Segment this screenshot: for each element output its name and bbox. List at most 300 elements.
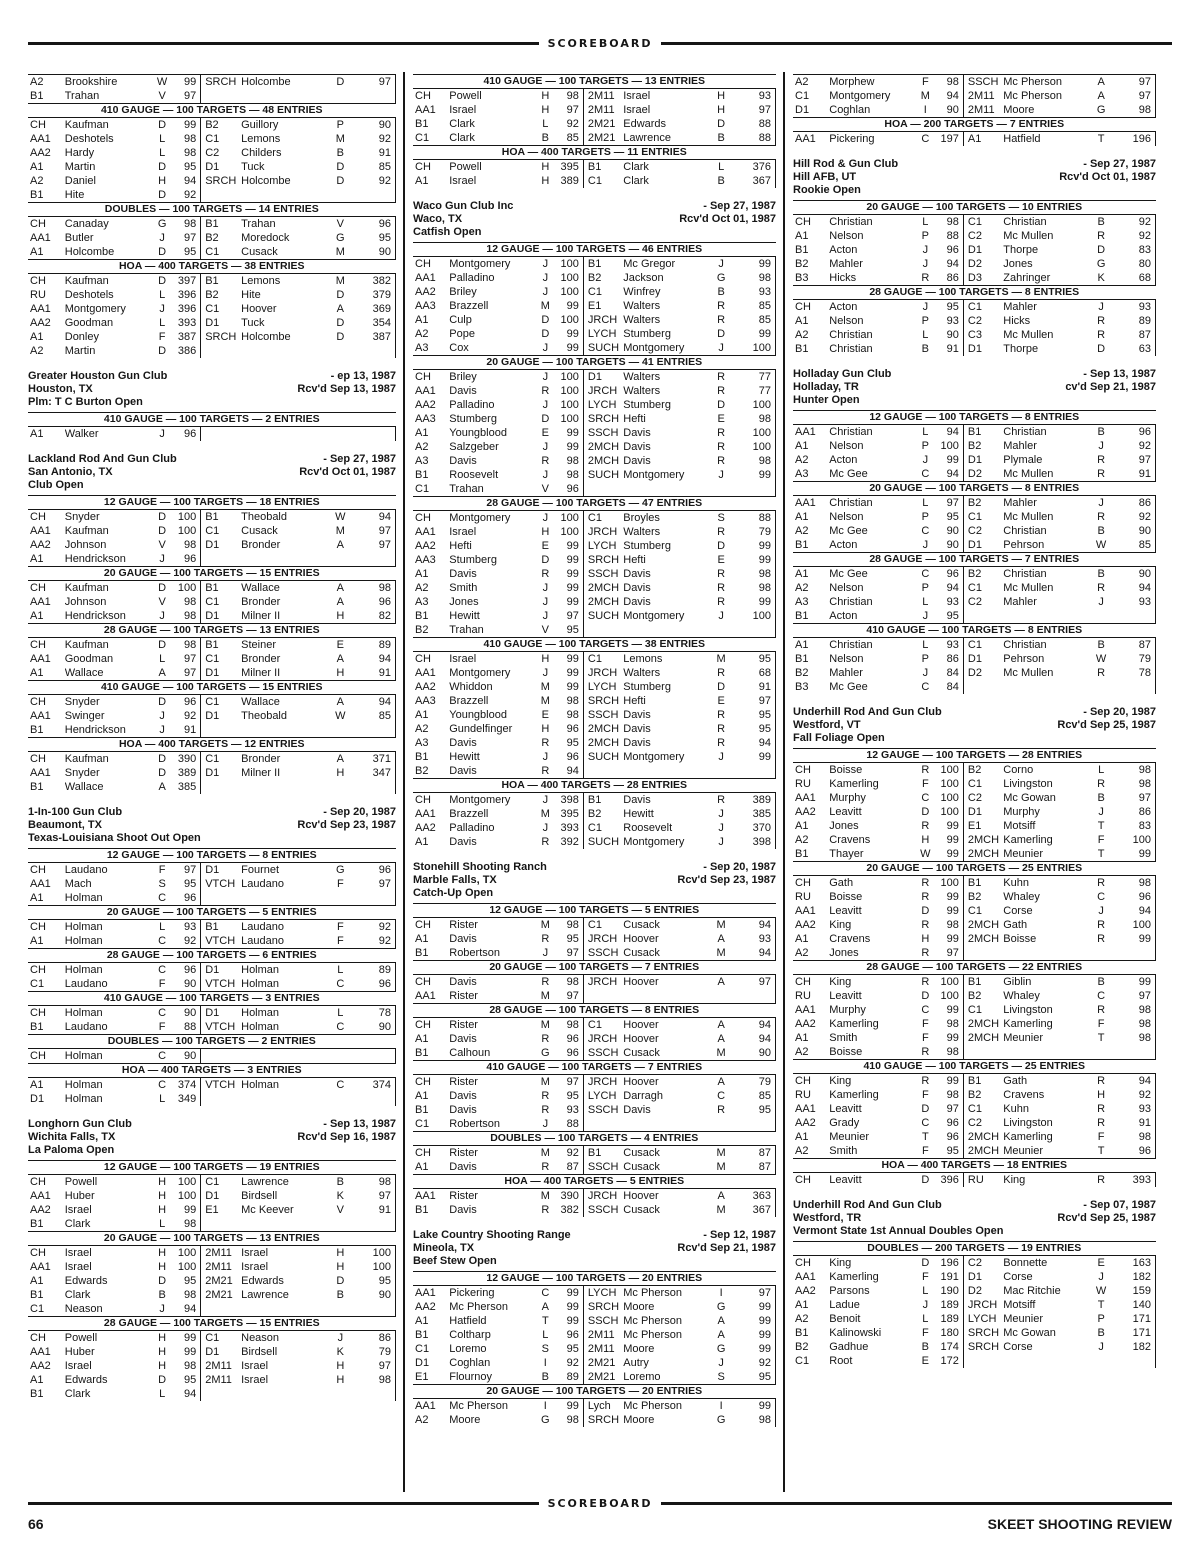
- initial-left: T: [541, 1315, 549, 1327]
- table-row: [413, 989, 776, 1004]
- initial-right: E: [717, 554, 725, 566]
- shooter-right: Holman: [241, 978, 280, 990]
- class-left: RU: [30, 289, 46, 301]
- shooter-right: Meunier: [1003, 1313, 1043, 1325]
- shooter-right: [241, 723, 329, 738]
- table-row: [793, 975, 1156, 990]
- shooter-right: Hoover: [241, 303, 277, 315]
- initial-left: L: [159, 147, 166, 159]
- class-right: SSCH: [583, 1103, 623, 1117]
- initial-right: J: [718, 469, 724, 481]
- class-left: AA2: [795, 806, 816, 818]
- shoot-name: Vermont State 1st Annual Doubles Open: [793, 1225, 1004, 1237]
- shooter-right: Christian: [1003, 216, 1047, 228]
- class-left: AA2: [795, 1285, 816, 1297]
- initial-right: [329, 891, 351, 906]
- initial-right: F: [336, 878, 344, 890]
- table-row: [793, 314, 1156, 328]
- score-left: 100: [560, 371, 579, 383]
- shooter-right: [623, 623, 710, 638]
- class-right: B1: [963, 425, 1003, 440]
- initial-left: J: [542, 272, 549, 284]
- table-row: [413, 932, 776, 946]
- shooter-right: Hoover: [623, 1019, 659, 1031]
- initial-left: P: [921, 582, 929, 594]
- initial-left: H: [541, 104, 550, 116]
- score-right: 94: [732, 946, 776, 961]
- event-header-row: [28, 203, 396, 217]
- initial-left: J: [159, 553, 165, 565]
- initial-right: A: [717, 976, 725, 988]
- score-left: 93: [946, 596, 959, 608]
- score-right: 94: [1112, 904, 1156, 918]
- score-right: 94: [1112, 581, 1156, 595]
- score-right: 98: [1112, 1003, 1156, 1017]
- score-right: 93: [732, 932, 776, 946]
- table-row: [793, 1116, 1156, 1130]
- shooter-right: Steiner: [241, 639, 276, 651]
- shooter-right: Cusack: [623, 1047, 660, 1059]
- shooter-right: Mc Mullen: [1003, 667, 1054, 679]
- initial-left: E: [541, 427, 549, 439]
- event-title: HOA — 200 TARGETS — 7 ENTRIES: [793, 118, 1156, 132]
- initial-right: G: [336, 864, 345, 876]
- club-header-row: [413, 887, 776, 900]
- shooter-left: Jones: [449, 596, 479, 608]
- shooter-left: Neason: [64, 1303, 103, 1315]
- initial-left: L: [922, 1313, 929, 1325]
- class-left: CH: [795, 976, 811, 988]
- shooter-right: Cusack: [623, 1161, 660, 1173]
- shooter-left: Benoit: [829, 1313, 861, 1325]
- shooter-left: Boisse: [829, 891, 863, 903]
- shooter-left: Stumberg: [449, 413, 497, 425]
- class-left: AA2: [795, 1117, 816, 1129]
- club-header-row: [793, 184, 1156, 197]
- initial-left: J: [542, 469, 549, 481]
- initial-right: J: [1098, 440, 1104, 452]
- shooter-left: Coghlan: [829, 104, 871, 116]
- initial-right: R: [1097, 667, 1106, 679]
- class-left: C1: [415, 1343, 430, 1355]
- score-right: 78: [351, 1006, 395, 1021]
- table-row: [413, 370, 776, 385]
- shooter-right: Edwards: [241, 1275, 284, 1287]
- score-right: [732, 764, 776, 779]
- score-left: 98: [566, 1019, 579, 1031]
- shooter-left: Powell: [449, 90, 482, 102]
- class-right: B1: [583, 257, 623, 272]
- shooter-left: Pope: [449, 328, 475, 340]
- initial-left: D: [158, 525, 167, 537]
- table-row: [413, 722, 776, 736]
- shooter-right: Christian: [1003, 426, 1047, 438]
- initial-right: G: [716, 1414, 726, 1426]
- score-right: 99: [732, 1399, 776, 1414]
- initial-left: D: [158, 275, 167, 287]
- class-right: [201, 780, 241, 794]
- initial-left: T: [921, 1131, 929, 1143]
- class-right: 2M21: [201, 1288, 241, 1302]
- shooter-right: Livingston: [1003, 1117, 1053, 1129]
- score-right: 374: [351, 1078, 395, 1093]
- score-left: 96: [566, 1329, 579, 1341]
- table-row: [28, 132, 396, 146]
- club-name: Lackland Rod And Gun Club: [28, 453, 177, 465]
- class-right: 2MCH: [963, 847, 1003, 862]
- class-right: [201, 89, 241, 104]
- class-right: SSCH: [583, 426, 623, 440]
- initial-right: R: [717, 385, 726, 397]
- shooter-right: Tuck: [241, 317, 265, 329]
- shooter-left: Snyder: [64, 767, 100, 779]
- event-header-row: [28, 1064, 396, 1078]
- score-left: 86: [946, 272, 959, 284]
- shooter-left: Kamerling: [829, 1271, 879, 1283]
- initial-left: D: [158, 246, 167, 258]
- initial-right: [329, 1302, 351, 1317]
- score-left: 95: [946, 301, 959, 313]
- initial-right: R: [1097, 230, 1106, 242]
- class-left: B1: [30, 189, 44, 201]
- class-left: CH: [415, 512, 431, 524]
- class-left: A1: [30, 892, 44, 904]
- initial-left: M: [920, 90, 930, 102]
- class-left: A1: [30, 935, 44, 947]
- initial-left: L: [922, 1285, 929, 1297]
- initial-left: D: [921, 1174, 930, 1186]
- score-left: 97: [183, 864, 197, 876]
- score-right: 83: [1112, 819, 1156, 833]
- initial-right: F: [336, 921, 344, 933]
- shooter-left: Laudano: [64, 864, 108, 876]
- shooter-left: Rister: [449, 919, 478, 931]
- table-row: [793, 1003, 1156, 1017]
- score-right: 363: [732, 1189, 776, 1204]
- initial-left: L: [922, 596, 929, 608]
- event-title: 410 GAUGE — 100 TARGETS — 8 ENTRIES: [793, 624, 1156, 638]
- shooter-right: Davis: [623, 1104, 651, 1116]
- shooter-right: Milner II: [241, 667, 281, 679]
- class-left: CH: [30, 639, 46, 651]
- class-right: SUCH: [583, 750, 623, 764]
- shooter-left: Cravens: [829, 933, 871, 945]
- class-left: AA2: [415, 681, 436, 693]
- initial-left: C: [541, 1287, 550, 1299]
- score-left: 93: [946, 639, 959, 651]
- score-right: [351, 1049, 395, 1064]
- shooter-left: Davis: [449, 765, 477, 777]
- club-header-row: [28, 383, 396, 396]
- initial-right: B: [336, 1176, 344, 1188]
- initial-right: R: [1097, 778, 1106, 790]
- initial-left: H: [541, 90, 550, 102]
- initial-left: R: [541, 1033, 550, 1045]
- table-row: [793, 1270, 1156, 1284]
- shooter-right: [623, 1117, 710, 1132]
- class-right: B1: [201, 510, 241, 525]
- club-header: [793, 1199, 1156, 1238]
- class-left: A1: [795, 933, 809, 945]
- shooter-left: Acton: [829, 301, 858, 313]
- initial-left: M: [540, 1190, 550, 1202]
- initial-right: [329, 188, 351, 203]
- initial-left: B: [921, 1341, 929, 1353]
- score-right: 97: [1112, 791, 1156, 805]
- initial-left: C: [158, 1007, 167, 1019]
- score-right: 398: [732, 835, 776, 849]
- score-left: 96: [183, 696, 197, 708]
- shooter-right: Cusack: [241, 246, 278, 258]
- initial-right: D: [717, 328, 726, 340]
- table-row: [413, 1286, 776, 1301]
- class-right: [201, 1302, 241, 1317]
- shooter-left: Mc Gee: [829, 468, 868, 480]
- column-divider: [783, 72, 785, 1492]
- initial-right: B: [336, 147, 344, 159]
- score-right: 98: [1112, 1017, 1156, 1031]
- initial-left: H: [158, 1190, 167, 1202]
- club-header: [28, 1118, 396, 1157]
- score-right: 91: [1112, 1116, 1156, 1130]
- initial-left: J: [542, 512, 549, 524]
- club-result-block: [793, 158, 1156, 356]
- score-left: 100: [177, 1190, 197, 1202]
- score-left: 100: [940, 877, 959, 889]
- event-header-row: [793, 961, 1156, 975]
- initial-left: D: [158, 511, 167, 523]
- initial-right: M: [716, 1047, 726, 1059]
- class-left: A1: [415, 1090, 429, 1102]
- club-location: Westford, VT: [793, 719, 861, 731]
- received-date: Rcv'd Oct 01, 1987: [299, 466, 396, 478]
- table-row: [28, 274, 396, 289]
- table-row: [413, 440, 776, 454]
- score-right: 95: [732, 652, 776, 667]
- table-row: [413, 764, 776, 779]
- shooter-left: Christian: [829, 426, 873, 438]
- class-right: D1: [201, 609, 241, 624]
- class-right: C2: [201, 146, 241, 160]
- initial-right: [710, 764, 732, 779]
- score-right: 98: [1112, 1031, 1156, 1045]
- event-title: 12 GAUGE — 100 TARGETS — 8 ENTRIES: [793, 411, 1156, 425]
- score-right: 159: [1112, 1284, 1156, 1298]
- shooter-right: Wallace: [241, 696, 280, 708]
- table-row: [28, 752, 396, 767]
- event-title: 20 GAUGE — 100 TARGETS — 15 ENTRIES: [28, 567, 396, 581]
- table-row: [793, 680, 1156, 694]
- shooter-right: Lawrence: [623, 132, 671, 144]
- score-left: 95: [566, 737, 579, 749]
- table-row: [28, 780, 396, 794]
- class-left: CH: [30, 1176, 46, 1188]
- class-right: [963, 609, 1003, 624]
- table-row: [28, 891, 396, 906]
- shooter-left: Hendrickson: [64, 724, 126, 736]
- class-right: C1: [201, 595, 241, 609]
- class-left: A1: [30, 331, 44, 343]
- club-header: [793, 368, 1156, 407]
- score-right: 85: [351, 709, 395, 723]
- table-row: [413, 285, 776, 299]
- class-right: 2M21: [201, 1274, 241, 1288]
- shooter-left: Rister: [449, 1019, 478, 1031]
- class-right: SSCH: [963, 75, 1003, 90]
- score-left: 98: [946, 216, 959, 228]
- class-right: [201, 1217, 241, 1232]
- class-right: 2MCH: [583, 454, 623, 468]
- event-header-row: [28, 1161, 396, 1175]
- class-left: AA3: [415, 554, 436, 566]
- score-right: 100: [732, 398, 776, 412]
- score-left: 189: [940, 1313, 959, 1325]
- event-header-row: [28, 567, 396, 581]
- shooter-left: King: [829, 1075, 852, 1087]
- score-right: 90: [351, 1288, 395, 1302]
- shooter-right: Corse: [1003, 1271, 1033, 1283]
- class-left: A1: [415, 836, 429, 848]
- shooter-right: Mc Mullen: [1003, 329, 1054, 341]
- score-right: 98: [1112, 1130, 1156, 1144]
- club-result-block: [793, 1199, 1156, 1368]
- table-row: [413, 918, 776, 933]
- shooter-right: Holcombe: [241, 75, 329, 90]
- table-row: [28, 427, 396, 442]
- class-left: CH: [30, 964, 46, 976]
- initial-left: C: [921, 468, 930, 480]
- shooter-right: [241, 427, 329, 442]
- table-row: [28, 1302, 396, 1317]
- initial-left: R: [921, 891, 930, 903]
- shooter-right: Christian: [1003, 639, 1047, 651]
- class-left: C1: [30, 978, 45, 990]
- score-left: 95: [183, 1275, 197, 1287]
- table-row: [413, 694, 776, 708]
- event-header-row: [413, 146, 776, 160]
- score-right: 387: [351, 330, 395, 344]
- class-right: D3: [963, 271, 1003, 286]
- score-left: 99: [566, 1400, 579, 1412]
- initial-right: [329, 1049, 351, 1064]
- shooter-left: Palladino: [449, 399, 495, 411]
- shooter-left: Mc Pherson: [449, 1400, 508, 1412]
- class-left: A3: [415, 342, 429, 354]
- class-right: C1: [963, 300, 1003, 315]
- score-right: [351, 427, 395, 442]
- score-left: 98: [946, 1018, 959, 1030]
- bottom-banner: [28, 1496, 1172, 1510]
- class-left: AA1: [30, 710, 51, 722]
- shooter-left: Gundelfinger: [449, 723, 513, 735]
- score-right: 100: [732, 341, 776, 356]
- class-right: 2MCH: [963, 1144, 1003, 1159]
- class-right: C1: [201, 652, 241, 666]
- shooter-left: Morphew: [829, 75, 916, 90]
- class-left: CH: [30, 1050, 46, 1062]
- shooter-left: Hicks: [829, 272, 857, 284]
- table-row: [413, 299, 776, 313]
- table-row: [413, 975, 776, 990]
- shooter-left: Montgomery: [64, 303, 126, 315]
- class-left: B1: [30, 781, 44, 793]
- table-row: [28, 1359, 396, 1373]
- shooter-right: King: [1003, 1174, 1026, 1186]
- class-left: C1: [415, 1118, 430, 1130]
- initial-left: B: [541, 132, 549, 144]
- table-row: [793, 567, 1156, 582]
- shooter-right: Mc Mullen: [1003, 511, 1054, 523]
- class-right: SRCH: [963, 1340, 1003, 1354]
- shooter-right: Kamerling: [1003, 1018, 1053, 1030]
- table-row: [28, 146, 396, 160]
- club-header-row: [413, 226, 776, 239]
- class-right: B2: [963, 439, 1003, 453]
- shooter-left: Palladino: [449, 272, 495, 284]
- score-left: 98: [183, 218, 197, 230]
- class-left: A2: [795, 834, 809, 846]
- initial-right: R: [1097, 1004, 1106, 1016]
- table-row: [413, 174, 776, 188]
- club-name: Holladay Gun Club: [793, 368, 892, 380]
- club-header-row: [413, 213, 776, 226]
- event-header-row: [413, 1272, 776, 1286]
- class-right: 2M11: [583, 89, 623, 104]
- score-right: [351, 723, 395, 738]
- score-right: 63: [1112, 342, 1156, 356]
- shooter-left: Davis: [449, 1104, 477, 1116]
- shooter-left: Kaufman: [64, 753, 109, 765]
- table-row: [793, 1045, 1156, 1060]
- shooter-left: Moore: [449, 1414, 481, 1426]
- score-right: 91: [732, 680, 776, 694]
- table-row: [28, 160, 396, 174]
- table-row: [413, 1203, 776, 1217]
- score-right: [1112, 946, 1156, 961]
- results-table: [793, 1241, 1156, 1368]
- shooter-left: Huber: [64, 1346, 95, 1358]
- shooter-right: Hicks: [1003, 315, 1031, 327]
- score-right: 88: [732, 131, 776, 146]
- initial-right: D: [336, 289, 345, 301]
- event-header-row: [413, 1061, 776, 1075]
- initial-right: A: [717, 1019, 725, 1031]
- table-row: [413, 525, 776, 539]
- shooter-left: Pickering: [829, 133, 875, 145]
- initial-right: M: [716, 1204, 726, 1216]
- initial-right: C: [717, 1090, 726, 1102]
- class-left: AA1: [30, 525, 51, 537]
- shooter-right: Autry: [623, 1357, 649, 1369]
- score-right: 95: [351, 1274, 395, 1288]
- shooter-right: [241, 344, 329, 358]
- table-row: [28, 217, 396, 232]
- class-right: LYCH: [583, 327, 623, 341]
- initial-right: T: [1097, 848, 1105, 860]
- score-left: 99: [946, 891, 959, 903]
- class-left: B3: [795, 681, 809, 693]
- event-title: 410 GAUGE — 100 TARGETS — 48 ENTRIES: [28, 104, 396, 118]
- score-right: 99: [732, 327, 776, 341]
- class-right: D1: [201, 666, 241, 681]
- class-right: C1: [201, 132, 241, 146]
- score-right: [351, 1302, 395, 1317]
- event-header-row: [28, 681, 396, 695]
- shooter-right: Whaley: [1003, 891, 1040, 903]
- class-left: AA1: [30, 596, 51, 608]
- initial-left: M: [540, 695, 550, 707]
- class-left: A1: [795, 315, 809, 327]
